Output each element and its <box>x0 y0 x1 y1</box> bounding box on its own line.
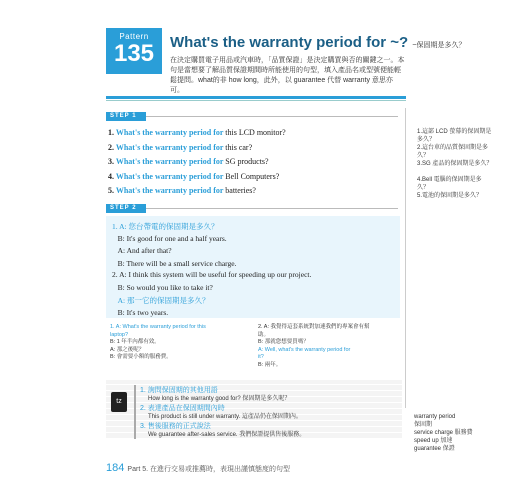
tip-heading: 2. 表達產品在保固期間內時 <box>140 405 225 412</box>
step2-rule <box>146 208 398 209</box>
tip-text: We guarantee after-sales service. 我們保證提供售後服務。 <box>148 432 306 438</box>
item-number: 2. <box>108 142 116 152</box>
step1-item <box>108 172 398 181</box>
item-rest: batteries? <box>225 186 256 195</box>
translation-line: it? <box>258 354 264 360</box>
translation-line: B: 那就您想要買嗎？ <box>258 339 309 345</box>
speaker: A: <box>119 222 129 231</box>
line-text: 那一它的保固期是多久？ <box>127 296 210 305</box>
step1-item <box>108 186 398 195</box>
translation-line: B: 兩年。 <box>258 361 282 368</box>
pattern-number: 135 <box>113 40 155 67</box>
line-text: It's two years. <box>126 307 169 317</box>
dialogue-number: 2. <box>112 270 120 279</box>
dialogue-line <box>112 246 172 255</box>
tip-bar <box>134 385 136 403</box>
page-footer <box>106 462 290 474</box>
tip-bar <box>134 403 136 421</box>
step1-note: 3.SG 產品的保固期是多久？ <box>417 161 493 167</box>
item-number: 1. <box>108 128 116 137</box>
header-rule-thin <box>106 100 406 101</box>
step1-rule <box>146 116 398 117</box>
speaker: A: <box>117 246 127 255</box>
item-phrase: What's the warranty period for <box>115 142 226 152</box>
speaker: A: <box>117 296 127 305</box>
translation-line: 2. A: 我覺得這套系統對加速我們的專案會有幫 <box>258 324 370 330</box>
translation-line: 助。 <box>258 331 270 338</box>
intro-paragraph: 在決定購買電子用品或汽車時，「品質保證」是決定購買與否的關鍵之一。本句是當想要了解品質保證期間時所能使用的句型，填入產品名或型號便能輕鬆提問。what的非 how long，此外，以 guarantee 代替 warranty 意思亦可。 <box>170 57 405 94</box>
item-rest: SG products? <box>225 157 269 166</box>
dialogue-line <box>112 270 311 279</box>
step1-item <box>108 128 398 137</box>
dialogue-line <box>112 283 213 292</box>
header-rule <box>106 96 406 99</box>
tip-heading: 3. 售後服務的正式說法 <box>140 423 211 430</box>
page-title <box>170 34 465 51</box>
step1-item <box>108 143 398 152</box>
title-text: What's the warranty period for ~? <box>170 34 409 51</box>
vocab-item: guarantee 保證 <box>414 446 455 452</box>
item-phrase: What's the warranty period for <box>115 186 226 195</box>
item-number: 4. <box>108 171 116 181</box>
translation-line: B: 會需要小額的服務費。 <box>110 354 172 360</box>
item-rest: Bell Computers? <box>225 171 280 181</box>
item-phrase: What's the warranty period for <box>115 128 226 137</box>
dialogue-line <box>112 234 227 243</box>
dialogue-line <box>112 308 168 317</box>
translation-line: A: 那之後呢？ <box>110 346 145 353</box>
vocab-item: 保固期 <box>414 422 433 428</box>
speaker: A: <box>119 270 129 279</box>
dialogue-line <box>112 295 210 306</box>
translation-line: B: 1 年半內都有效。 <box>110 339 160 345</box>
vocab-item: speed up 加速 <box>414 438 453 444</box>
step1-item <box>108 157 398 166</box>
tip-bar <box>134 421 136 439</box>
step1-note: 1.這部 LCD 螢幕的保固期是多久？ <box>417 129 492 143</box>
step2-label: STEP 2 <box>106 204 146 213</box>
margin-divider <box>405 108 406 408</box>
tip-icon: tz <box>111 392 127 412</box>
speaker: B: <box>117 258 127 268</box>
translation-line: 1. A: What's the warranty period for this <box>110 324 206 330</box>
translation-line: A: Well, what's the warranty period for <box>258 346 351 353</box>
speaker: B: <box>117 282 127 292</box>
item-phrase: What's the warranty period for <box>115 157 226 166</box>
line-text: I think this system will be useful for speeding up our project. <box>128 270 312 279</box>
line-text: And after that? <box>126 246 172 255</box>
pattern-badge <box>106 28 162 74</box>
translation-line: laptop? <box>110 331 129 338</box>
line-text: It's good for one and a half years. <box>126 233 227 243</box>
line-text: 您台帶電的保固期是多久？ <box>128 222 219 231</box>
item-rest: this car? <box>225 142 253 152</box>
speaker: B: <box>117 233 127 243</box>
dialogue-number: 1. <box>112 222 120 231</box>
item-number: 3. <box>108 157 116 166</box>
line-text: There will be a small service charge. <box>126 258 237 268</box>
line-text: So would you like to take it? <box>126 282 213 292</box>
footer-text: Part 5. 在進行交易或推薦時，表現出謹慎態度的句型 <box>127 466 290 473</box>
speaker: B: <box>117 307 127 317</box>
vocab-item: service charge 服務費 <box>414 430 473 436</box>
page-number: 184 <box>106 462 125 474</box>
item-rest: this LCD monitor? <box>225 128 286 137</box>
vocab-item: warranty period <box>414 414 456 420</box>
step1-note: 5.電池的保固期是多久？ <box>417 193 483 199</box>
step1-note: 2.這台車的品質保固期是多久？ <box>417 145 489 159</box>
tip-heading: 1. 詢問保固期的其他用語 <box>140 387 218 394</box>
pattern-label: Pattern <box>119 32 149 41</box>
step1-label: STEP 1 <box>106 112 146 121</box>
item-phrase: What's the warranty period for <box>115 171 226 181</box>
title-subtitle: ~保固期是多久？ <box>412 42 466 49</box>
item-number: 5. <box>108 186 116 195</box>
tip-text: This product is still under warranty. 這產品仍在保固期內。 <box>148 414 302 420</box>
dialogue-line <box>112 259 236 268</box>
tip-text: How long is the warranty good for? 保固期是多久呢？ <box>148 396 291 402</box>
dialogue-line <box>112 221 218 232</box>
step1-note: 4.Bell 電腦的保固期是多久？ <box>417 177 482 191</box>
